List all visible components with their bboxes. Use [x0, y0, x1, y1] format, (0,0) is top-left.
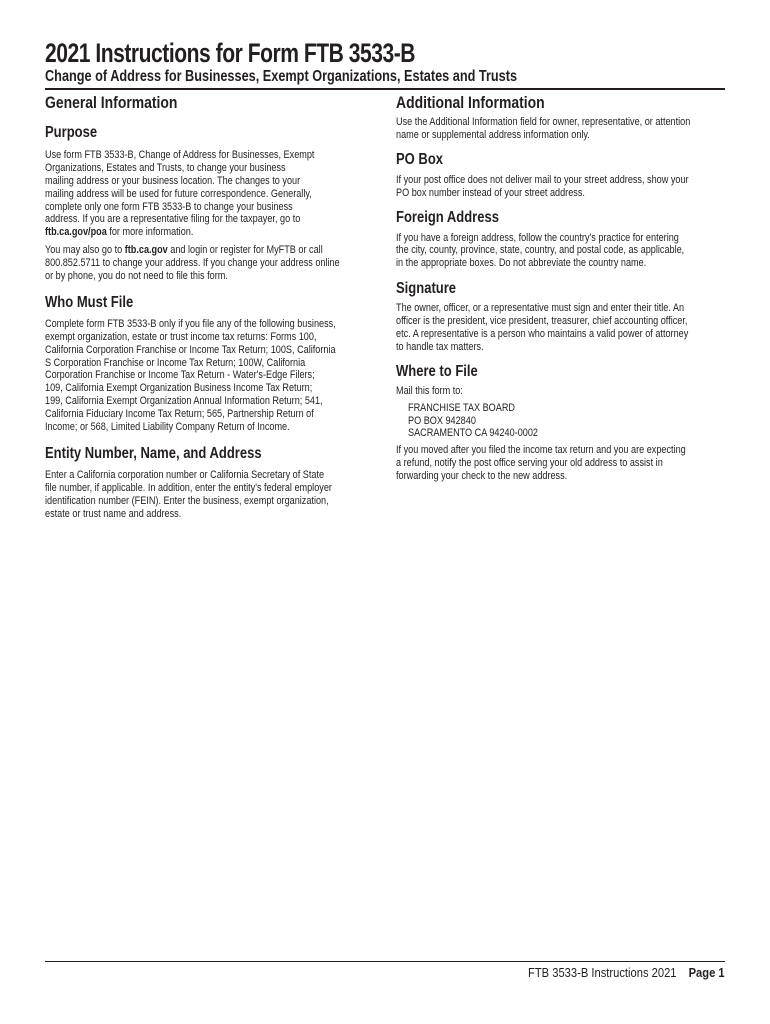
text-line — [45, 244, 323, 257]
section-heading-additional-information: Additional Information — [396, 93, 545, 112]
foreign-address-paragraph — [396, 231, 685, 271]
text-line: California Fiduciary Income Tax Return; 565, Partnership Return of — [45, 408, 314, 421]
text-run: for more information. — [106, 226, 194, 239]
text-line: 199, California Exempt Organization Annual Information Return; 541, — [45, 395, 323, 408]
additional-information-paragraph — [396, 116, 691, 142]
mailing-address — [396, 402, 660, 441]
heading-po-box: PO Box — [396, 150, 444, 168]
text-line: 109, California Exempt Organization Business Income Tax Return; — [45, 382, 313, 395]
text-line: identification number (FEIN). Enter the business, exempt organization, — [45, 494, 329, 507]
address-line: SACRAMENTO CA 94240-0002 — [408, 427, 538, 440]
po-box-paragraph — [396, 173, 689, 200]
text-line: officer is the president, vice president, treasurer, chief accounting officer, — [396, 315, 688, 328]
text-line: If you have a foreign address, follow the country's practice for entering — [396, 231, 679, 244]
footer-form-label: FTB 3533-B Instructions 2021 — [528, 965, 677, 980]
text-line: 800.852.5711 to change your address. If you change your address online — [45, 257, 340, 270]
text-line: Use the Additional Information field for owner, representative, or attention — [396, 116, 691, 128]
text-line: the city, county, province, state, country, and postal code, as applicable, — [396, 244, 685, 257]
who-must-file-paragraph — [45, 317, 336, 434]
text-line: complete only one form FTB 3533-B to change your business — [45, 200, 293, 213]
text-line: Enter a California corporation number or California Secretary of State — [45, 468, 325, 481]
poa-link[interactable]: ftb.ca.gov/poa — [45, 226, 107, 239]
address-line: FRANCHISE TAX BOARD — [408, 401, 516, 414]
text-run: and login or register for MyFTB or call — [167, 244, 323, 257]
text-line: Mail this form to: — [396, 384, 463, 397]
text-line: mailing address or your business location. The changes to your — [45, 174, 301, 187]
address-line: PO BOX 942840 — [408, 414, 476, 427]
text-line: in the appropriate boxes. Do not abbreviate the country name. — [396, 257, 647, 270]
text-line: Complete form FTB 3533-B only if you file any of the following business, — [45, 317, 336, 330]
left-column — [45, 92, 365, 520]
document-title: 2021 Instructions for Form FTB 3533-B — [45, 38, 416, 68]
entity-paragraph — [45, 468, 332, 521]
where-to-file-paragraph — [396, 444, 686, 483]
page-number: Page 1 — [688, 965, 725, 980]
text-line: If you moved after you filed the income tax return and you are expecting — [396, 444, 686, 457]
purpose-paragraph-1 — [45, 149, 315, 239]
text-line: If your post office does not deliver mail to your street address, show your — [396, 173, 689, 186]
signature-paragraph — [396, 302, 689, 354]
heading-entity-number-name-address: Entity Number, Name, and Address — [45, 444, 262, 462]
text-line: Organizations, Estates and Trusts, to change your business — [45, 161, 286, 174]
section-heading-general-information: General Information — [45, 93, 178, 112]
text-line: forwarding your check to the new address. — [396, 470, 568, 483]
text-line — [45, 226, 301, 239]
text-line: to handle tax matters. — [396, 340, 484, 353]
where-to-file-intro — [396, 385, 660, 398]
page-footer — [528, 965, 725, 980]
text-line: Income; or 568, Limited Liability Company Return of Income. — [45, 421, 290, 434]
text-line: address. If you are a representative filing for the taxpayer, go to — [45, 213, 301, 226]
heading-signature: Signature — [396, 280, 457, 298]
header-rule — [45, 88, 725, 90]
text-line: estate or trust name and address. — [45, 507, 182, 520]
text-run: You may also go to — [45, 244, 125, 257]
text-line: mailing address will be used for future correspondence. Generally, — [45, 187, 312, 200]
text-line: exempt organization, estate or trust income tax returns: Forms 100, — [45, 330, 317, 343]
purpose-paragraph-2 — [45, 244, 340, 283]
text-line: etc. A representative is a person who maintains a valid power of attorney — [396, 328, 689, 341]
footer-rule — [45, 961, 725, 962]
document-subtitle: Change of Address for Businesses, Exempt Organizations, Estates and Trusts — [45, 68, 518, 85]
text-line: S Corporation Franchise or Income Tax Return; 100W, California — [45, 356, 306, 369]
text-line: a refund, notify the post office serving your old address to assist in — [396, 457, 663, 470]
text-line: name or supplemental address information only. — [396, 128, 590, 141]
heading-where-to-file: Where to File — [396, 362, 478, 380]
heading-purpose: Purpose — [45, 124, 98, 141]
text-line: Corporation Franchise or Income Tax Return - Water's-Edge Filers; — [45, 369, 315, 382]
text-line: California Corporation Franchise or Income Tax Return; 100S, California — [45, 343, 336, 356]
right-column — [396, 92, 726, 483]
heading-who-must-file: Who Must File — [45, 293, 134, 311]
ftb-link[interactable]: ftb.ca.gov — [124, 244, 168, 257]
text-line: file number, if applicable. In addition, enter the entity's federal employer — [45, 481, 332, 494]
heading-foreign-address: Foreign Address — [396, 208, 499, 226]
text-line: Use form FTB 3533-B, Change of Address for Businesses, Exempt — [45, 149, 315, 161]
text-line: The owner, officer, or a representative must sign and enter their title. An — [396, 302, 685, 315]
text-line: PO box number instead of your street address. — [396, 186, 585, 199]
text-line: or by phone, you do not need to file this form. — [45, 270, 228, 283]
